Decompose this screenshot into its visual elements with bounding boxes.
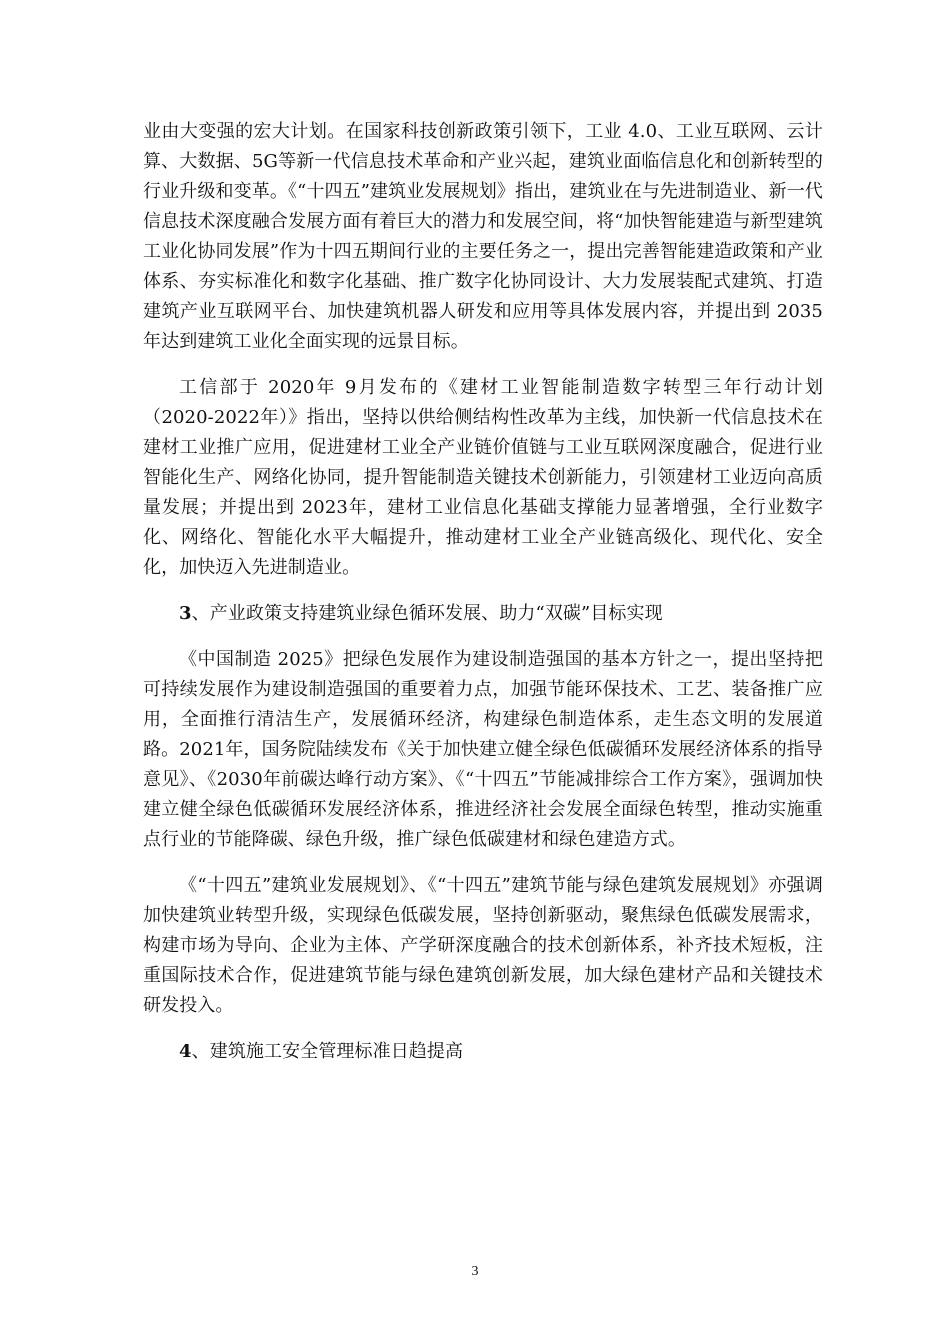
section-heading-3 — [143, 599, 823, 629]
paragraph-building-materials-plan: 工信部于 2020年 9月发布的《建材工业智能制造数字转型三年行动计划（2020-2022年）》指出，坚持以供给侧结构性改革为主线，加快新一代信息技术在建材工业推广应用，促进建材工业全产业链价值链与工业互联网深度融合，促进行业智能化生产、网络化协同，提升智能制造关键技术创新能力，引领建材工业迈向高质量发展；并提出到 2023年，建材工业信息化基础支撑能力显著增强，全行业数字化、网络化、智能化水平大幅提升，推动建材工业全产业链高级化、现代化、安全化，加快迈入先进制造业。 — [143, 377, 823, 578]
paragraph-made-in-china-2025: 《中国制造 2025》把绿色发展作为建设制造强国的基本方针之一，提出坚持把可持续发展作为建设制造强国的重要着力点，加强节能环保技术、工艺、装备推广应用，全面推行清洁生产，发展循环经济，构建绿色制造体系，走生态文明的发展道路。2021年，国务院陆续发布《关于加快建立健全绿色低碳循环发展经济体系的指导意见》、《2030年前碳达峰行动方案》、《“十四五”节能减排综合工作方案》，强调加快建立健全绿色低碳循环发展经济体系，推进经济社会发展全面绿色转型，推动实施重点行业的节能降碳、绿色升级，推广绿色低碳建材和绿色建造方式。 — [143, 649, 823, 850]
section-heading-4-number: 4 — [179, 1041, 192, 1062]
paragraph-intelligent-construction: 业由大变强的宏大计划。在国家科技创新政策引领下，工业 4.0、工业互联网、云计算、大数据、5G等新一代信息技术革命和产业兴起，建筑业面临信息化和创新转型的行业升级和变革。《“十四五”建筑业发展规划》指出，建筑业在与先进制造业、新一代信息技术深度融合发展方面有着巨大的潜力和发展空间，将“加快智能建造与新型建筑工业化协同发展”作为十四五期间行业的主要任务之一，提出完善智能建造政策和产业体系、夯实标准化和数字化基础、推广数字化协同设计、大力发展装配式建筑、打造建筑产业互联网平台、加快建筑机器人研发和应用等具体发展内容，并提出到 2035年达到建筑工业化全面实现的远景目标。 — [143, 121, 823, 352]
section-heading-3-text: 、产业政策支持建筑业绿色循环发展、助力“双碳”目标实现 — [191, 603, 663, 624]
paragraph-green-building-plan: 《“十四五”建筑业发展规划》、《“十四五”建筑节能与绿色建筑发展规划》亦强调加快建筑业转型升级，实现绿色低碳发展，坚持创新驱动，聚焦绿色低碳发展需求，构建市场为导向、企业为主体、产学研深度融合的技术创新体系，补齐技术短板，注重国际技术合作，促进建筑节能与绿色建筑创新发展，加大绿色建材产品和关键技术研发投入。 — [143, 875, 823, 1016]
section-heading-3-number: 3 — [179, 603, 192, 624]
page-number: 3 — [471, 1264, 479, 1279]
section-heading-4 — [143, 1037, 823, 1067]
document-body — [143, 117, 823, 1083]
section-heading-4-text: 、建筑施工安全管理标准日趋提高 — [191, 1041, 464, 1062]
